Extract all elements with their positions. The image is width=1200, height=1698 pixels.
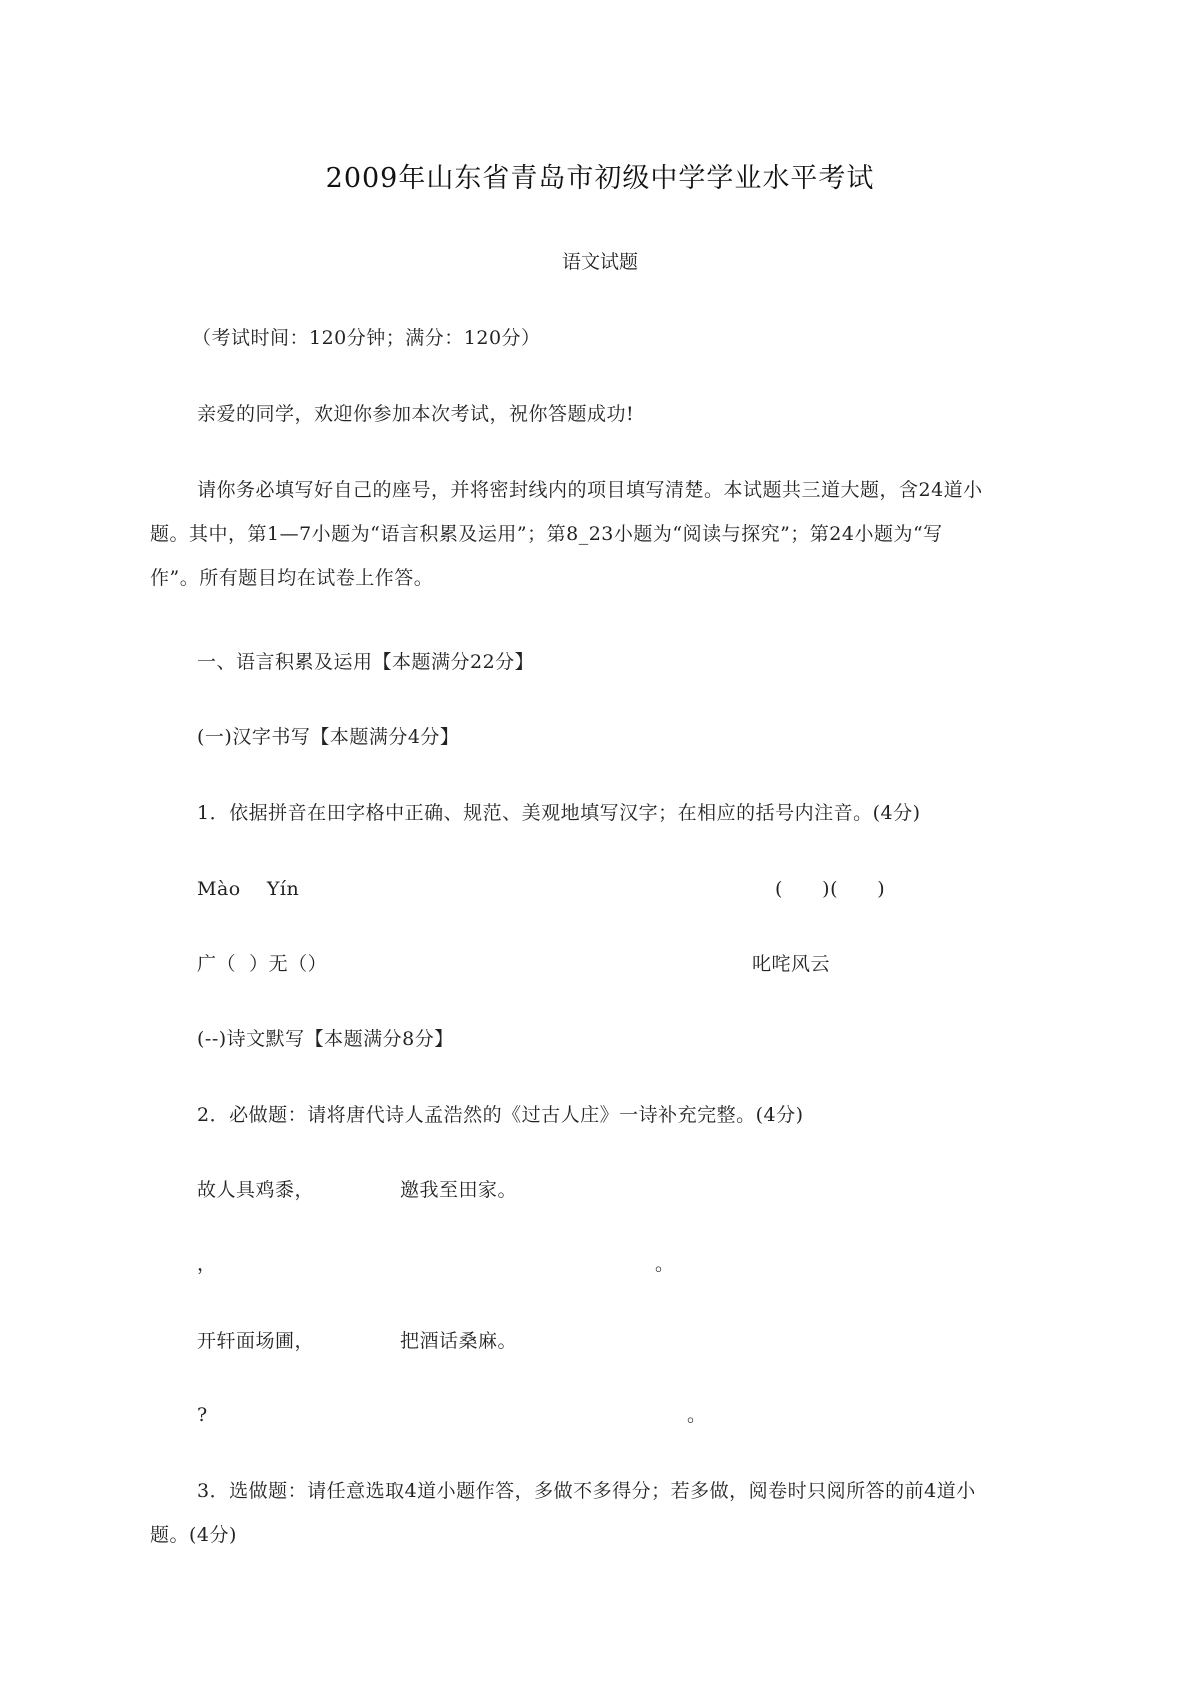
page-title: 2009年山东省青岛市初级中学学业水平考试 — [325, 163, 875, 194]
poem-blank: ? — [197, 1404, 208, 1426]
instructions-line-2: 题。其中，第1—7小题为“语言积累及运用”；第8_23小题为“阅读与探究”；第24小题为“写 — [150, 523, 943, 545]
exam-info: （考试时间：120分钟；满分：120分） — [192, 327, 541, 349]
pronunciation-brackets: ( )( ) — [775, 878, 886, 900]
part-heading: (一)汉字书写【本题满分4分】 — [197, 726, 460, 748]
question-prompt: 2．必做题：请将唐代诗人孟浩然的《过古人庄》一诗补充完整。(4分) — [197, 1104, 804, 1126]
question-prompt: 1．依据拼音在田字格中正确、规范、美观地填写汉字；在相应的括号内注音。(4分) — [197, 802, 921, 824]
instructions-paragraph — [150, 468, 1066, 600]
poem-line: 邀我至田家。 — [400, 1179, 518, 1201]
idiom-text: 叱咤风云 — [752, 953, 831, 975]
instructions-line-1: 请你务必填写好自己的座号，并将密封线内的项目填写清楚。本试题共三道大题，含24道小 — [197, 479, 983, 501]
poem-line: 开轩面场圃， — [197, 1330, 315, 1352]
section-heading: 一、语言积累及运用【本题满分22分】 — [197, 651, 535, 673]
question-prompt — [150, 1469, 1066, 1557]
poem-blank: ， — [197, 1253, 217, 1275]
subtitle: 语文试题 — [561, 251, 638, 273]
poem-blank: 。 — [687, 1404, 707, 1426]
poem-line: 把酒话桑麻。 — [400, 1330, 518, 1352]
greeting: 亲爱的同学，欢迎你参加本次考试，祝你答题成功! — [197, 403, 635, 425]
poem-line: 故人具鸡黍， — [197, 1179, 315, 1201]
question-line-1: 3．选做题：请任意选取4道小题作答，多做不多得分；若多做，阅卷时只阅所答的前4道小 — [197, 1480, 976, 1502]
poem-blank: 。 — [655, 1253, 675, 1275]
instructions-line-3: 作”。所有题目均在试卷上作答。 — [150, 567, 434, 589]
fill-in-word: 广（ ）无（） — [197, 953, 328, 975]
part-heading: (--)诗文默写【本题满分8分】 — [197, 1028, 454, 1050]
pinyin-label: Mào Yín — [197, 878, 300, 900]
question-line-2: 题。(4分) — [150, 1524, 237, 1546]
